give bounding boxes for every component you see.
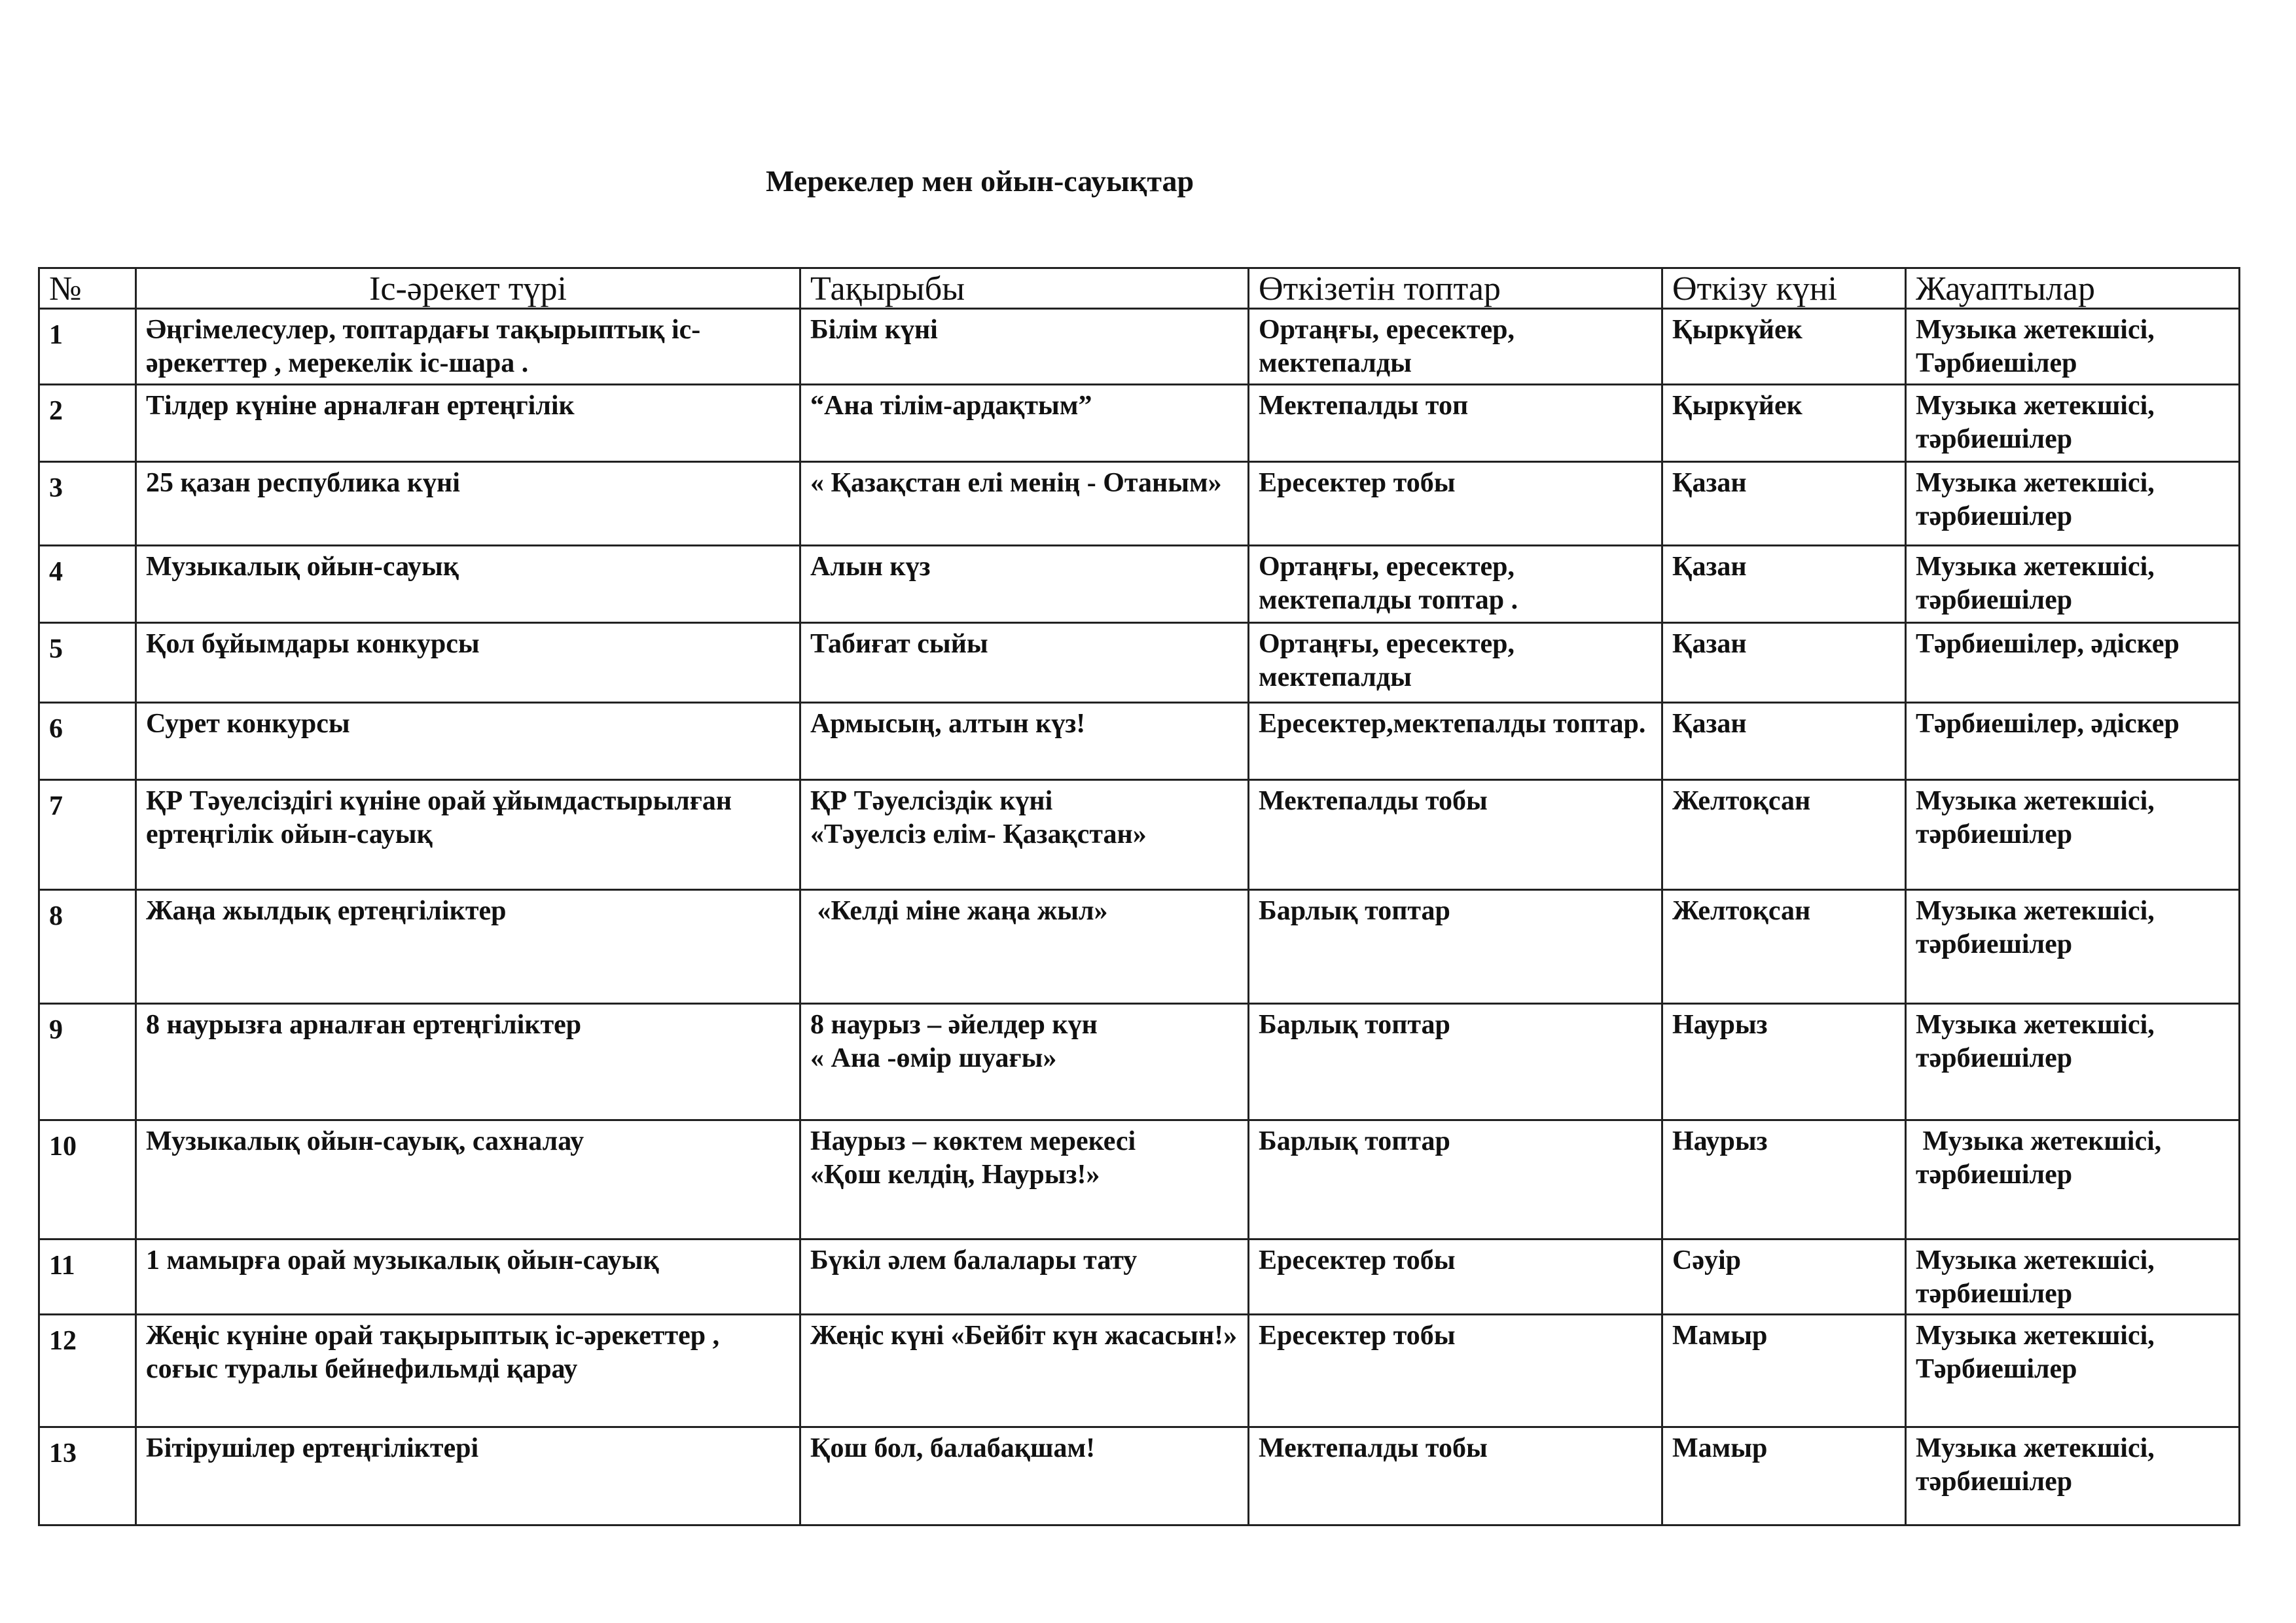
table-row (39, 1427, 2240, 1525)
cell-activity-type: Бітірушілер ертеңгіліктері (136, 1427, 800, 1525)
cell-topic: « Қазақстан елі менің - Отаным» (800, 461, 1249, 545)
cell-groups: Ортаңғы, ересектер, мектепалды (1249, 309, 1662, 384)
cell-activity-type: ҚР Тәуелсіздігі күніне орай ұйымдастырылған ертеңгілік ойын-сауық (136, 779, 800, 889)
cell-date: Наурыз (1662, 1120, 1906, 1239)
cell-date: Қыркүйек (1662, 309, 1906, 384)
cell-responsible: Музыка жетекшісі, тәрбиешілер (1906, 1427, 2240, 1525)
cell-topic-line: 8 наурыз – әйелдер күн (810, 1009, 1098, 1040)
cell-date: Наурыз (1662, 1003, 1906, 1120)
cell-topic-line: «Қош келдің, Наурыз!» (810, 1159, 1100, 1190)
table-row (39, 384, 2240, 461)
cell-topic: “Ана тілім-ардақтым” (800, 384, 1249, 461)
cell-no: 10 (39, 1120, 136, 1239)
cell-responsible: Музыка жетекшісі, тәрбиешілер (1906, 779, 2240, 889)
header-date: Өткізу күні (1662, 268, 1906, 309)
cell-activity-type: 1 мамырға орай музыкалық ойын-сауық (136, 1239, 800, 1314)
table-row (39, 1239, 2240, 1314)
cell-topic-line: «Тәуелсіз елім- Қазақстан» (810, 819, 1147, 849)
cell-groups: Ересектер тобы (1249, 1315, 1662, 1427)
cell-groups: Барлық топтар (1249, 1003, 1662, 1120)
cell-responsible: Тәрбиешілер, әдіскер (1906, 702, 2240, 779)
table-header-row (39, 268, 2240, 309)
table-row (39, 779, 2240, 889)
table-row (39, 1120, 2240, 1239)
cell-date: Желтоқсан (1662, 779, 1906, 889)
cell-date: Сәуір (1662, 1239, 1906, 1314)
cell-groups: Ересектер,мектепалды топтар. (1249, 702, 1662, 779)
cell-date: Қыркүйек (1662, 384, 1906, 461)
cell-groups: Мектепалды топ (1249, 384, 1662, 461)
cell-topic: Білім күні (800, 309, 1249, 384)
cell-topic: Табиғат сыйы (800, 622, 1249, 702)
cell-responsible: Музыка жетекшісі, тәрбиешілер (1906, 889, 2240, 1003)
cell-topic (800, 1003, 1249, 1120)
table-row (39, 1315, 2240, 1427)
cell-topic (800, 1120, 1249, 1239)
cell-topic: Алын күз (800, 545, 1249, 622)
header-topic: Тақырыбы (800, 268, 1249, 309)
cell-activity-type: Жаңа жылдық ертеңгіліктер (136, 889, 800, 1003)
header-activity-type: Іс-әрекет түрі (136, 268, 800, 309)
events-table (38, 267, 2240, 1526)
cell-activity-type: Жеңіс күніне орай тақырыптық іс-әрекеттер , соғыс туралы бейнефильмді қарау (136, 1315, 800, 1427)
cell-topic-line: Наурыз – көктем мерекесі (810, 1126, 1136, 1156)
cell-no: 1 (39, 309, 136, 384)
cell-no: 9 (39, 1003, 136, 1120)
cell-groups: Ортаңғы, ересектер, мектепалды (1249, 622, 1662, 702)
cell-no: 12 (39, 1315, 136, 1427)
cell-date: Қазан (1662, 702, 1906, 779)
cell-activity-type: Қол бұйымдары конкурсы (136, 622, 800, 702)
cell-topic: Қош бол, балабақшам! (800, 1427, 1249, 1525)
cell-no: 8 (39, 889, 136, 1003)
header-responsible: Жауаптылар (1906, 268, 2240, 309)
table-row (39, 461, 2240, 545)
cell-responsible: Музыка жетекшісі, тәрбиешілер (1906, 461, 2240, 545)
cell-topic: Армысың, алтын күз! (800, 702, 1249, 779)
table-row (39, 545, 2240, 622)
cell-responsible: Музыка жетекшісі, тәрбиешілер (1906, 545, 2240, 622)
cell-responsible: Музыка жетекшісі, тәрбиешілер (1906, 1003, 2240, 1120)
cell-topic-line: ҚР Тәуелсіздік күні (810, 785, 1053, 816)
cell-responsible: Музыка жетекшісі, Тәрбиешілер (1906, 1315, 2240, 1427)
cell-activity-type: Музыкалық ойын-сауық, сахналау (136, 1120, 800, 1239)
cell-no: 5 (39, 622, 136, 702)
cell-groups: Ересектер тобы (1249, 1239, 1662, 1314)
cell-no: 3 (39, 461, 136, 545)
table-row (39, 889, 2240, 1003)
header-no: № (39, 268, 136, 309)
cell-no: 11 (39, 1239, 136, 1314)
cell-no: 2 (39, 384, 136, 461)
cell-no: 13 (39, 1427, 136, 1525)
cell-responsible: Музыка жетекшісі, Тәрбиешілер (1906, 309, 2240, 384)
page-title: Мерекелер мен ойын-сауықтар (766, 164, 1194, 198)
table-row (39, 622, 2240, 702)
cell-date: Қазан (1662, 622, 1906, 702)
cell-date: Мамыр (1662, 1315, 1906, 1427)
cell-topic-line: « Ана -өмір шуағы» (810, 1043, 1057, 1073)
cell-activity-type: Әңгімелесулер, топтардағы тақырыптық іс-әрекеттер , мерекелік іс-шара . (136, 309, 800, 384)
cell-date: Желтоқсан (1662, 889, 1906, 1003)
cell-responsible: Музыка жетекшісі, тәрбиешілер (1906, 1120, 2240, 1239)
cell-activity-type: Сурет конкурсы (136, 702, 800, 779)
cell-topic: Бүкіл әлем балалары тату (800, 1239, 1249, 1314)
cell-date: Мамыр (1662, 1427, 1906, 1525)
cell-activity-type: 8 наурызға арналған ертеңгіліктер (136, 1003, 800, 1120)
header-groups: Өткізетін топтар (1249, 268, 1662, 309)
cell-responsible: Музыка жетекшісі, тәрбиешілер (1906, 1239, 2240, 1314)
table-row (39, 309, 2240, 384)
cell-topic (800, 779, 1249, 889)
cell-groups: Барлық топтар (1249, 1120, 1662, 1239)
cell-groups: Мектепалды тобы (1249, 779, 1662, 889)
cell-date: Қазан (1662, 545, 1906, 622)
cell-no: 4 (39, 545, 136, 622)
cell-groups: Ересектер тобы (1249, 461, 1662, 545)
cell-activity-type: 25 қазан республика күні (136, 461, 800, 545)
events-table-container (38, 267, 2238, 1526)
cell-no: 7 (39, 779, 136, 889)
cell-topic: «Келді міне жаңа жыл» (800, 889, 1249, 1003)
cell-groups: Ортаңғы, ересектер, мектепалды топтар . (1249, 545, 1662, 622)
table-row (39, 1003, 2240, 1120)
cell-groups: Барлық топтар (1249, 889, 1662, 1003)
cell-activity-type: Тілдер күніне арналған ертеңгілік (136, 384, 800, 461)
cell-groups: Мектепалды тобы (1249, 1427, 1662, 1525)
cell-no: 6 (39, 702, 136, 779)
cell-responsible: Музыка жетекшісі, тәрбиешілер (1906, 384, 2240, 461)
table-row (39, 702, 2240, 779)
cell-date: Қазан (1662, 461, 1906, 545)
cell-topic: Жеңіс күні «Бейбіт күн жасасын!» (800, 1315, 1249, 1427)
cell-responsible: Тәрбиешілер, әдіскер (1906, 622, 2240, 702)
cell-activity-type: Музыкалық ойын-сауық (136, 545, 800, 622)
